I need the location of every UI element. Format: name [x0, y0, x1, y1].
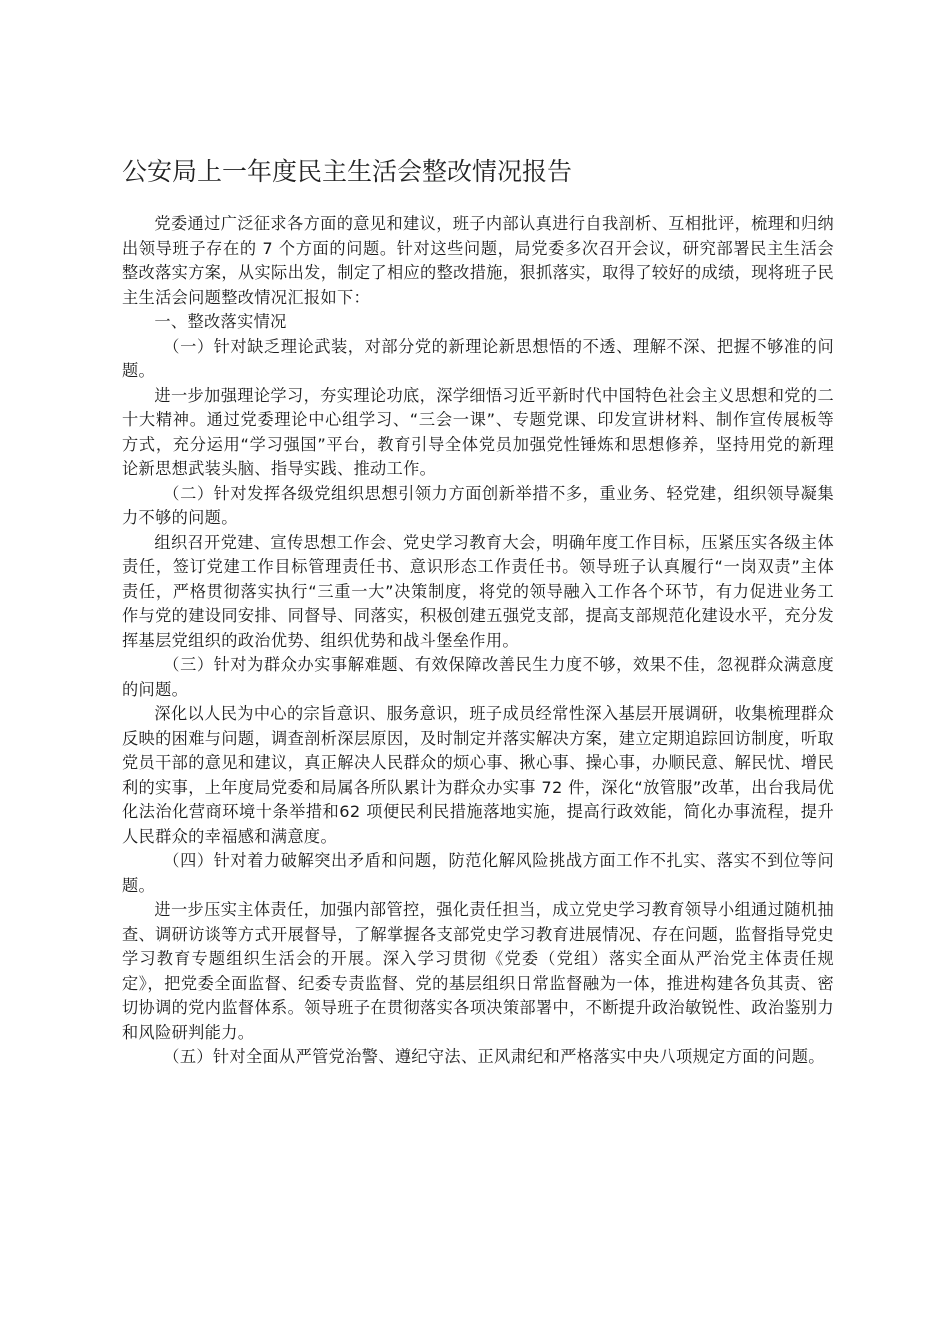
issue-2-heading: （二）针对发挥各级党组织思想引领力方面创新举措不多，重业务、轻党建，组织领导凝集力不够的问题。 — [122, 483, 834, 527]
issue-2-body: 组织召开党建、宣传思想工作会、党史学习教育大会，明确年度工作目标，压紧压实各级主体责任，签订党建工作目标管理责任书、意识形态工作责任书。领导班子认真履行“一岗双责”主体责任，严格贯彻落实执行“三重一大”决策制度，将党的领导融入工作各个环节，有力促进业务工作与党的建设同安排、同督导、同落实，积极创建五强党支部，提高支部规范化建设水平，充分发挥基层党组织的政治优势、组织优势和战斗堡垒作用。 — [122, 532, 834, 650]
intro-paragraph: 党委通过广泛征求各方面的意见和建议，班子内部认真进行自我剖析、互相批评，梳理和归纳出领导班子存在的 7 个方面的问题。针对这些问题，局党委多次召开会议，研究部署民主生活会整改落实方案，从实际出发，制定了相应的整改措施，狠抓落实，取得了较好的成绩，现将班子民主生活会问题整改情况汇报如下： — [122, 214, 834, 307]
document-body — [122, 150, 834, 1070]
issue-3-heading: （三）针对为群众办实事解难题、有效保障改善民生力度不够，效果不佳，忽视群众满意度的问题。 — [122, 655, 834, 699]
section-heading: 一、整改落实情况 — [154, 312, 287, 331]
issue-1-body: 进一步加强理论学习，夯实理论功底，深学细悟习近平新时代中国特色社会主义思想和党的二十大精神。通过党委理论中心组学习、“三会一课”、专题党课、印发宣讲材料、制作宣传展板等方式，充分运用“学习强国”平台，教育引导全体党员加强党性锤炼和思想修养，坚持用党的新理论新思想武装头脑、指导实践、推动工作。 — [122, 385, 834, 478]
issue-1-heading: （一）针对缺乏理论武装，对部分党的新理论新思想悟的不透、理解不深、把握不够准的问题。 — [122, 336, 834, 380]
issue-3-body: 深化以人民为中心的宗旨意识、服务意识，班子成员经常性深入基层开展调研，收集梳理群众反映的困难与问题，调查剖析深层原因，及时制定并落实解决方案，建立定期追踪回访制度，听取党员干部的意见和建议，真正解决人民群众的烦心事、揪心事、操心事，办顺民意、解民忧、增民利的实事，上年度局党委和局属各所队累计为群众办实事 72 件，深化“放管服”改革，出台我局优化法治化营商环境十条举措和62 项便民利民措施落地实施，提高行政效能，简化办事流程，提升人民群众的幸福感和满意度。 — [122, 704, 834, 846]
issue-4-body: 进一步压实主体责任，加强内部管控，强化责任担当，成立党史学习教育领导小组通过随机抽查、调研访谈等方式开展督导，了解掌握各支部党史学习教育进展情况、存在问题，监督指导党史学习教育专题组织生活会的开展。深入学习贯彻《党委（党组）落实全面从严治党主体责任规定》，把党委全面监督、纪委专责监督、党的基层组织日常监督融为一体，推进构建各负其责、密切协调的党内监督体系。领导班子在贯彻落实各项决策部署中，不断提升政治敏锐性、政治鉴别力和风险研判能力。 — [122, 900, 834, 1042]
issue-5-heading: （五）针对全面从严管党治警、遵纪守法、正风肃纪和严格落实中央八项规定方面的问题。 — [163, 1047, 825, 1066]
document-title: 公安局上一年度民主生活会整改情况报告 — [122, 157, 573, 186]
issue-4-heading: （四）针对着力破解突出矛盾和问题，防范化解风险挑战方面工作不扎实、落实不到位等问题。 — [122, 851, 834, 895]
